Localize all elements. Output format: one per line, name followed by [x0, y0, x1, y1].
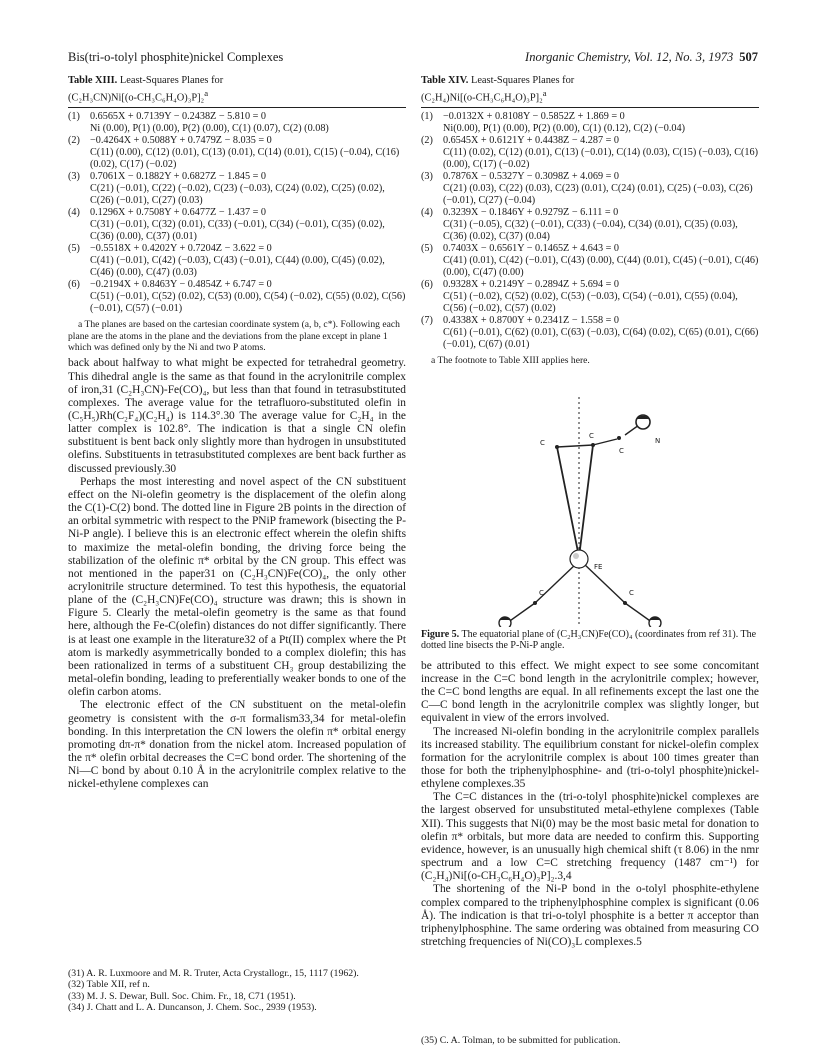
plane-number: (5) — [68, 243, 80, 255]
plane-equation: −0.4264X + 0.5088Y + 0.7479Z − 8.035 = 0 — [90, 135, 272, 147]
plane-row — [421, 243, 759, 279]
plane-row — [421, 207, 759, 243]
paragraph: The electronic effect of the CN substituent on the metal-olefin geometry is consistent with the σ-π formalism33,34 for metal-olefin bonding. In this interpretation the CN lowers the olefin π* orbital energy promoting dπ-π* donation from the nickel atom. Increased population of the π* olefin orbital decreases the C=C bond order. The shortening of the Ni—C bond by about 0.10 Å in the acrylonitrile complex relative to the nickel-ethylene complexes can — [68, 699, 406, 791]
table13-footnote: a The planes are based on the cartesian coordinate system (a, b, c*). Following each plane are the atoms in the plane and the deviations from the plane except in plane 1 which was defined only by the Ni and two P atoms. — [68, 319, 400, 354]
plane-atoms: C(21) (−0.01), C(22) (−0.02), C(23) (−0.03), C(24) (0.02), C(25) (0.02), C(26) (−0.01), C(27) (0.03) — [90, 183, 385, 207]
plane-row — [421, 315, 759, 351]
reference: (35) C. A. Tolman, to be submitted for publication. — [421, 1035, 621, 1046]
paragraph: The shortening of the Ni-P bond in the o-tolyl phosphite-ethylene complex compared to the triphenylphosphine complex is significant (0.06 Å). The indication is that tri-o-tolyl phosphite is a better π acceptor than triphenylphosphine. The same ordering was obtained from measuring CO stretching frequencies of Ni(CO)₃L complexes.5 — [421, 883, 759, 949]
plane-number: (5) — [421, 243, 433, 255]
plane-number: (7) — [421, 315, 433, 327]
table14-body — [421, 111, 759, 351]
plane-atoms: C(41) (0.01), C(42) (−0.01), C(43) (0.00), C(44) (0.01), C(45) (−0.01), C(46) (0.00), C(47) (0.00) — [443, 255, 759, 279]
journal-citation: Inorganic Chemistry, Vol. 12, No. 3, 1973 — [525, 50, 734, 64]
plane-equation: 0.9328X + 0.2149Y − 0.2894Z + 5.694 = 0 — [443, 279, 619, 291]
running-head-left: Bis(tri-o-tolyl phosphite)nickel Complexes — [68, 50, 284, 64]
table13-body — [68, 111, 406, 315]
plane-number: (6) — [421, 279, 433, 291]
atom-label-fe: FE — [594, 562, 603, 571]
plane-equation: −0.2194X + 0.8463Y − 0.4854Z + 6.747 = 0 — [90, 279, 272, 291]
references-right — [421, 1035, 759, 1046]
atom-label-c: C — [540, 438, 545, 447]
plane-number: (2) — [421, 135, 433, 147]
plane-equation: 0.7061X − 0.1882Y + 0.6827Z − 1.845 = 0 — [90, 171, 266, 183]
plane-row — [68, 207, 406, 243]
plane-equation: −0.5518X + 0.4202Y + 0.7204Z − 3.622 = 0 — [90, 243, 272, 255]
plane-atoms: C(11) (0.02), C(12) (0.01), C(13) (−0.01), C(14) (0.03), C(15) (−0.03), C(16) (0.00), C(17) (−0.02) — [443, 147, 758, 171]
plane-atoms: C(51) (−0.01), C(52) (0.02), C(53) (0.00), C(54) (−0.02), C(55) (0.02), C(56) (−0.01), C(57) (−0.01) — [90, 291, 406, 315]
paragraph: Perhaps the most interesting and novel aspect of the CN substituent effect on the Ni-olefin geometry is the displacement of the olefin along the C(1)-C(2) bond. The dotted line in Figure 2B points in the direction of an orbital symmetric with respect to the PNiP framework (bisecting the P-Ni-P angle). I believe this is an electronic effect wherein the olefin shifts to maximize the metal-olefin bonding, the driving force being the stabilization of the olefinic π* orbital by the CN group. This effect was not mentioned in the paper31 on (C₂H₃CN)Fe(CO)₄, the only other acrylonitrile structure determined. To test this hypothesis, the equatorial plane of the (C₂H₃CN)Fe(CO)₄ structure was drawn; this is shown in Figure 5. Clearly the metal-olefin geometry is the same as that found here, although the Fe-C(olefin) distances do not differ significantly. There is at least one example in the literature32 of a Pt(II) complex where the Pt atom is markedly asymmetrically bonded to a complex diolefin; this has been rationalized in terms of a substituent CH₃ group destabilizing the metal-olefin bonding, leading to preferentially weaker bonds to one of the olefin carbon atoms. — [68, 475, 406, 699]
plane-atoms: Ni(0.00), P(1) (0.00), P(2) (0.00), C(1) (0.12), C(2) (−0.04) — [443, 123, 685, 135]
right-column — [421, 75, 759, 949]
body-text-left — [68, 357, 406, 791]
plane-number: (2) — [68, 135, 80, 147]
plane-number: (6) — [68, 279, 80, 291]
plane-number: (1) — [421, 111, 433, 123]
table13-rule — [68, 107, 406, 108]
plane-row — [421, 135, 759, 171]
atom-label-c: C — [619, 446, 624, 455]
table14-footnote: a The footnote to Table XIII applies here. — [431, 355, 590, 367]
reference: (34) J. Chatt and L. A. Duncanson, J. Chem. Soc., 2939 (1953). — [68, 1001, 317, 1013]
atom-label-c: C — [539, 588, 544, 597]
reference: (33) M. J. S. Dewar, Bull. Soc. Chim. Fr., 18, C71 (1951). — [68, 990, 296, 1002]
reference: (31) A. R. Luxmoore and M. R. Truter, Acta Crystallogr., 15, 1117 (1962). — [68, 968, 359, 979]
plane-equation: 0.6545X + 0.6121Y + 0.4438Z − 4.287 = 0 — [443, 135, 619, 147]
left-column — [68, 75, 406, 792]
plane-atoms: C(31) (−0.01), C(32) (0.01), C(33) (−0.01), C(34) (−0.01), C(35) (0.02), C(36) (0.00), C(37) (0.01) — [90, 219, 385, 243]
plane-row — [421, 171, 759, 207]
paragraph: back about halfway to what might be expected for tetrahedral geometry. This dihedral angle is the same as that found in the acrylonitrile complex of iron,31 (C₂H₃CN)-Fe(CO)₄, but less than that found in tetrasubstituted complexes. The average value for the tetrafluoro-substituted olefin in (C₅H₅)Rh(C₂F₄)(C₂H₄) is 114.3°.30 The average value for C₂H₄ in the latter complex is 102.8°. The indication is that a single CN olefin substituent is bent back only slightly more than hydrogen in unsubstituted olefins. Substituents in tetrasubstituted complexes are bent back further as discussed previously.30 — [68, 357, 406, 475]
plane-equation: 0.7876X − 0.5327Y − 0.3098Z + 4.069 = 0 — [443, 171, 619, 183]
table13-title: Table XIII. Least-Squares Planes for (C₂H₃CN)Ni[(o-CH₃C₆H₄O)₃P]₂$^a$ — [68, 75, 224, 104]
plane-row — [68, 243, 406, 279]
plane-atoms: Ni (0.00), P(1) (0.00), P(2) (0.00), C(1) (0.07), C(2) (0.08) — [90, 123, 329, 135]
plane-atoms: C(21) (0.03), C(22) (0.03), C(23) (0.01), C(24) (0.01), C(25) (−0.03), C(26) (−0.01), C(27) (−0.04) — [443, 183, 753, 207]
table14-rule — [421, 107, 759, 108]
paragraph: be attributed to this effect. We might expect to see some concomitant increase in the C=C bond length in the acrylonitrile complex; however, the C=C bond lengths are equal. In all refinements except the last one the C—C bond length in the acrylonitrile complex was slightly longer, but equivalent in view of the errors involved. — [421, 659, 759, 725]
plane-equation: 0.4338X + 0.8700Y + 0.2341Z − 1.558 = 0 — [443, 315, 619, 327]
reference: (32) Table XII, ref n. — [68, 979, 150, 991]
references-left — [68, 968, 406, 1013]
plane-equation: 0.1296X + 0.7508Y + 0.6477Z − 1.437 = 0 — [90, 207, 266, 219]
plane-number: (3) — [68, 171, 80, 183]
plane-row — [421, 279, 759, 315]
atom-label-n: N — [655, 436, 661, 445]
plane-row — [68, 279, 406, 315]
plane-atoms: C(51) (−0.02), C(52) (0.02), C(53) (−0.03), C(54) (−0.01), C(55) (0.04), C(56) (−0.02), C(57) (0.02) — [443, 291, 738, 315]
plane-row — [68, 171, 406, 207]
atom-label-c: C — [589, 431, 594, 440]
table14-title: Table XIV. Least-Squares Planes for (C₂H₄)Ni[(o-CH₃C₆H₄O)₃P]₂$^a$ — [421, 75, 575, 104]
plane-atoms: C(61) (−0.01), C(62) (0.01), C(63) (−0.03), C(64) (0.02), C(65) (0.01), C(66) (−0.01), C(67) (0.01) — [443, 327, 759, 351]
paragraph: The C=C distances in the (tri-o-tolyl phosphite)nickel complexes are the largest observed for unsubstituted metal-ethylene complexes (Table XII). This suggests that Ni(0) may be the most basic metal for donation to olefin π* orbitals, but more data are needed to confirm this. Supporting evidence, however, is an unusually high chemical shift (τ 8.06) in the nmr spectrum and a low C=C stretching frequency (1487 cm⁻¹) for (C₂H₄)Ni[(o-CH₃C₆H₄O)₃P]₂.3,4 — [421, 791, 759, 883]
atom-label-c: C — [629, 588, 634, 597]
plane-row — [68, 135, 406, 171]
plane-number: (4) — [421, 207, 433, 219]
figure-5 — [421, 377, 759, 627]
paragraph: The increased Ni-olefin bonding in the acrylonitrile complex parallels its increased stability. The equilibrium constant for nickel-olefin complex formation for the acrylonitrile complex is about 100 times greater than those for both the triphenylphosphine- and (tri-o-tolyl phosphite)nickel-ethylene complexes.35 — [421, 725, 759, 791]
plane-number: (4) — [68, 207, 80, 219]
figure-5-caption: Figure 5. The equatorial plane of (C₂H₃CN)Fe(CO)₄ (coordinates from ref 31). The dotted line bisects the P-Ni-P angle. — [421, 628, 757, 652]
plane-row — [421, 111, 759, 135]
plane-atoms: C(31) (−0.05), C(32) (−0.01), C(33) (−0.04), C(34) (0.01), C(35) (0.03), C(36) (0.02), C(37) (0.04) — [443, 219, 738, 243]
plane-number: (1) — [68, 111, 80, 123]
plane-equation: −0.0132X + 0.8108Y − 0.5852Z + 1.869 = 0 — [443, 111, 625, 123]
plane-atoms: C(41) (−0.01), C(42) (−0.03), C(43) (−0.01), C(44) (0.00), C(45) (0.02), C(46) (0.00), C(47) (0.03) — [90, 255, 385, 279]
page-number: 507 — [739, 50, 758, 64]
body-text-right — [421, 660, 759, 949]
plane-equation: 0.7403X − 0.6561Y − 0.1465Z + 4.643 = 0 — [443, 243, 619, 255]
plane-equation: 0.3239X − 0.1846Y + 0.9279Z − 6.111 = 0 — [443, 207, 619, 219]
figure-5-drawing — [421, 377, 759, 627]
plane-number: (3) — [421, 171, 433, 183]
running-head-right — [525, 50, 758, 65]
plane-equation: 0.6565X + 0.7139Y − 0.2438Z − 5.810 = 0 — [90, 111, 266, 123]
plane-row — [68, 111, 406, 135]
plane-atoms: C(11) (0.00), C(12) (0.01), C(13) (0.01), C(14) (0.01), C(15) (−0.04), C(16) (0.02), C(17) (−0.02) — [90, 147, 400, 171]
